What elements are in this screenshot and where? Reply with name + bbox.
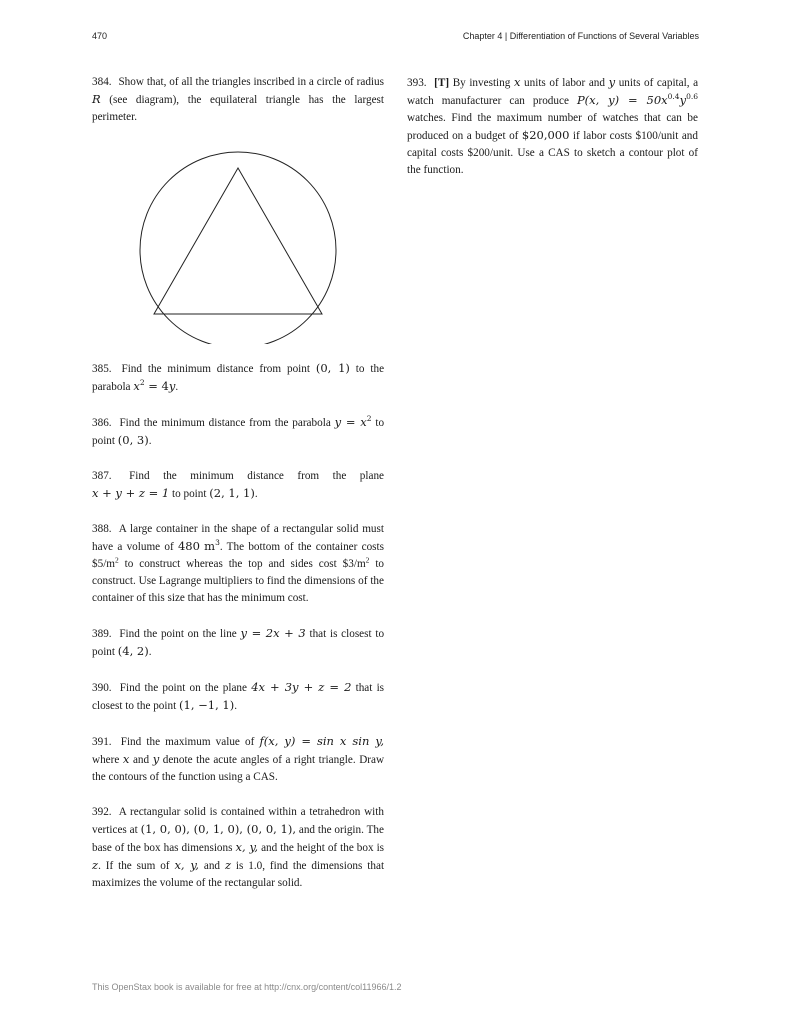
problem-389: 389. Find the point on the line y = 2x + 3 that is closest to point (4, 2). — [92, 626, 385, 658]
math-vertices: (1, 0, 0), (0, 1, 0), (0, 0, 1), — [140, 822, 297, 836]
math-point: (0, 1) — [315, 361, 350, 375]
math-equation: P(x, $y) = 50x^{0.4}y^{0.6}$ — [576, 92, 699, 107]
footer-note: This OpenStax book is available for free at http://cnx.org/content/col11966/1.2 — [92, 982, 402, 992]
math-volume: 480 — [177, 539, 200, 553]
problem-384: 384. Show that, of all the triangles inscribed in a circle of radius R (see diagram), the equilateral triangle has the largest perimeter. — [92, 76, 385, 123]
math-equation: $x^2 = 4y$ — [133, 378, 176, 393]
math-point: (0, 3) — [117, 433, 149, 447]
math-equation: 4x + 3y + z = 2 — [251, 680, 352, 694]
problem-387: 387. Find the minimum distance from the plane x + y + z = 1 to point (2, 1, 1). — [92, 470, 385, 500]
problem-391: 391. Find the maximum value of f(x, y) = sin x sin y, where x and y denote the acute angles of a right triangle. Draw the contours of the function using a CAS. — [92, 734, 385, 783]
math-equation: y = 2x + 3 — [240, 626, 306, 640]
math-R: R — [92, 92, 101, 106]
problem-number: 384. — [92, 76, 112, 88]
left-column — [92, 74, 384, 910]
page-number: 470 — [92, 31, 108, 41]
problem-393: 393. [T] By investing x units of labor and y units of capital, a watch manufacturer can produce P(x, $y) = 50x^{0.4}y^{0.6}$ watches. Find the maximum number of watches that can be produced on a budget of $20,000 if labor costs $100/unit and capital costs $200/unit. Use a CAS to sketch a contour plot of the function. — [407, 75, 699, 176]
diagram-svg — [92, 144, 384, 344]
circle-shape — [140, 152, 336, 344]
math-budget: $20,000 — [521, 128, 570, 142]
math-point: (4, 2) — [117, 644, 149, 658]
circle-triangle-diagram — [92, 144, 384, 344]
math-equation: x + y + z = 1 — [92, 486, 170, 500]
math-equation: $y = x^2$ — [334, 414, 372, 429]
math-equation: f(x, y) = sin x sin y, — [259, 734, 385, 748]
chapter-title: Chapter 4 | Differentiation of Functions of Several Variables — [462, 31, 699, 41]
math-point: (2, 1, 1) — [209, 486, 255, 500]
problem-392: 392. A rectangular solid is contained within a tetrahedron with vertices at (1, 0, 0), (0, 1, 0), (0, 0, 1), and the origin. The base of the box has dimensions x, y, and the height of the box is z. If the sum of x, y, and z is 1.0, find the dimensions that maximizes the volume of the rectangular solid. — [92, 806, 385, 889]
problem-386: 386. Find the minimum distance from the parabola $y = x^2$ to point (0, 3). — [92, 414, 385, 447]
triangle-shape — [154, 168, 322, 314]
right-column — [407, 74, 698, 197]
math-point: (1, −1, 1) — [179, 698, 235, 712]
problem-388: 388. A large container in the shape of a rectangular solid must have a volume of 480 $m^3$. The bottom of the container costs $\$5/m^2$ to construct whereas the top and sides cost $\$3/m^2$ to construct. Use Lagrange multipliers to find the dimensions of the container of this size that has the minimum cost. — [92, 523, 385, 604]
problem-385: 385. Find the minimum distance from point (0, 1) to the parabola $x^2 = 4y$. — [92, 361, 385, 393]
problem-390: 390. Find the point on the plane 4x + 3y + z = 2 that is closest to the point (1, −1, 1). — [92, 680, 385, 712]
